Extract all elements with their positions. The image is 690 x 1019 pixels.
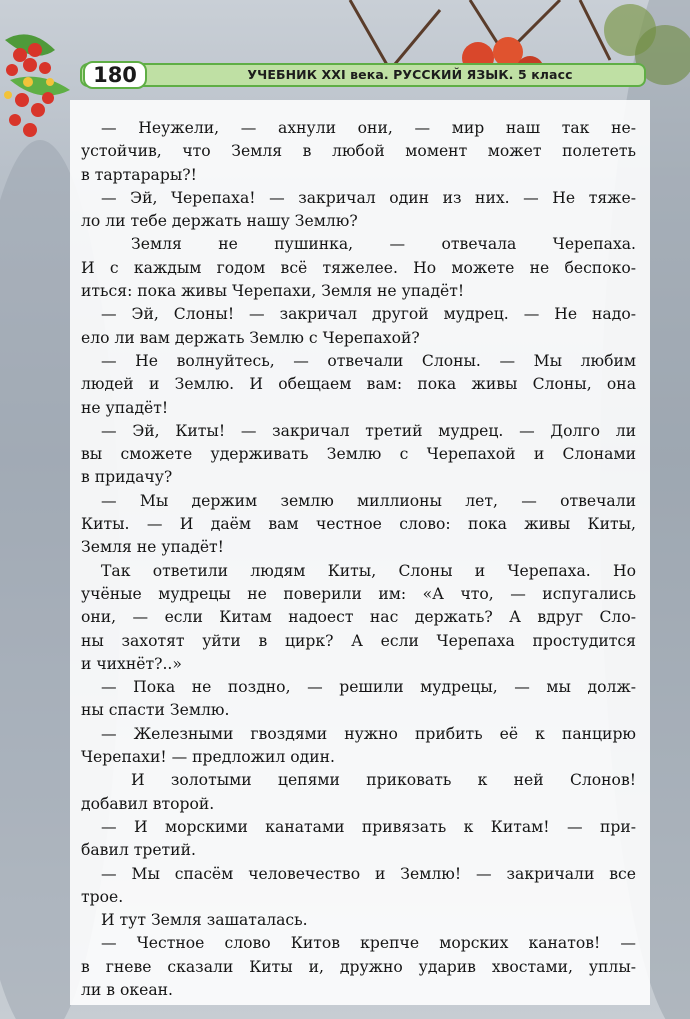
text-line: устойчив, что Земля в любой момент может полететь xyxy=(81,142,636,161)
text-line: они, — если Китам надоест нас держать? А вдруг Сло- xyxy=(81,608,636,627)
text-line: не упадёт! xyxy=(81,398,169,417)
text-line: И тут Земля зашаталась. xyxy=(101,911,308,930)
text-line: — Честное слово Китов крепче морских канатов! — xyxy=(101,934,636,953)
book-title: УЧЕБНИК XXI века. РУССКИЙ ЯЗЫК. 5 класс xyxy=(247,67,573,82)
text-line: — Неужели, — ахнули они, — мир наш так не- xyxy=(101,119,636,137)
text-line: Черепахи! — предложил один. xyxy=(81,748,335,767)
text-line: трое. xyxy=(81,887,124,906)
text-line: ело ли вам держать Землю с Черепахой? xyxy=(81,328,420,347)
text-line: — Эй, Черепаха! — закричал один из них. — Не тяже- xyxy=(101,188,636,207)
text-line: Земля не пушинка, — отвечала Черепаха. xyxy=(131,235,636,254)
text-line: вы сможете удерживать Землю с Черепахой и Слонами xyxy=(81,445,636,464)
text-line: ны спасти Землю. xyxy=(81,701,230,720)
text-line: — Не волнуйтесь, — отвечали Слоны. — Мы любим xyxy=(101,351,636,370)
text-line: — Эй, Киты! — закричал третий мудрец. — Долго ли xyxy=(101,421,636,440)
text-line: в придачу? xyxy=(81,468,173,487)
story-text xyxy=(81,117,636,1002)
text-line: учёные мудрецы не поверили им: «А что, — испугались xyxy=(81,584,636,603)
text-line: — Пока не поздно, — решили мудрецы, — мы долж- xyxy=(101,678,636,697)
text-line: — Эй, Слоны! — закричал другой мудрец. — Не надо- xyxy=(101,305,636,324)
text-line: людей и Землю. И обещаем вам: пока живы Слоны, она xyxy=(81,375,636,394)
text-line: И с каждым годом всё тяжелее. Но можете не беспоко- xyxy=(81,258,636,277)
text-line: Земля не упадёт! xyxy=(81,538,224,557)
text-line: Киты. — И даём вам честное слово: пока живы Киты, xyxy=(81,515,636,534)
text-line: в гневе сказали Киты и, дружно ударив хвостами, уплы- xyxy=(81,957,636,976)
text-line: бавил третий. xyxy=(81,841,196,860)
text-line: ны захотят уйти в цирк? А если Черепаха простудится xyxy=(81,631,636,650)
text-line: в тартарары?! xyxy=(81,165,197,184)
text-line: И золотыми цепями приковать к ней Слонов! xyxy=(131,771,636,790)
page-number: 180 xyxy=(83,61,147,89)
text-line: добавил второй. xyxy=(81,794,215,813)
text-line: Так ответили людям Киты, Слоны и Черепаха. Но xyxy=(101,561,636,580)
text-line: ли в океан. xyxy=(81,980,174,999)
text-line: иться: пока живы Черепахи, Земля не упадёт! xyxy=(81,282,465,301)
text-line: — Мы держим землю миллионы лет, — отвечали xyxy=(101,491,636,510)
rowan-berries-ornament-icon xyxy=(0,20,80,160)
text-line: — Мы спасём человечество и Землю! — закричали все xyxy=(101,864,636,883)
text-line: — И морскими канатами привязать к Китам! — при- xyxy=(101,817,636,836)
text-line: ло ли тебе держать нашу Землю? xyxy=(81,212,358,231)
text-line: и чихнёт?..» xyxy=(81,654,182,673)
text-line: — Железными гвоздями нужно прибить её к панцирю xyxy=(101,724,636,743)
